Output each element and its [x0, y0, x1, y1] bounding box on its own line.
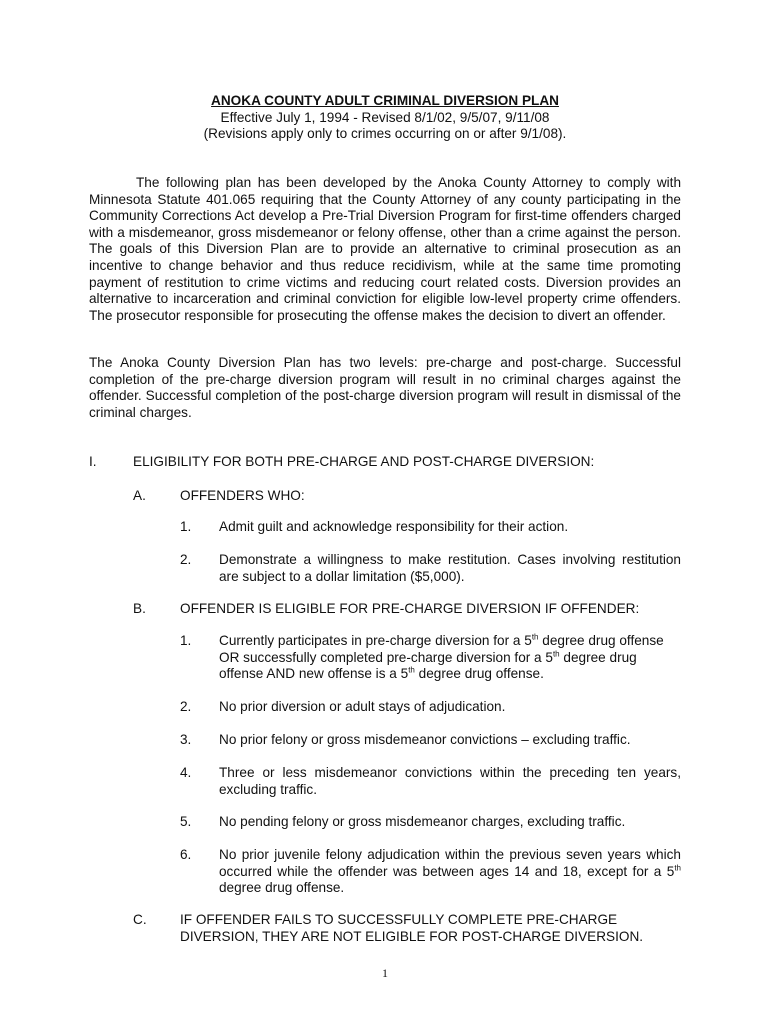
- revisions-note: (Revisions apply only to crimes occurring on or after 9/1/08).: [203, 126, 567, 141]
- list-item-text: Admit guilt and acknowledge responsibility for their action.: [219, 519, 569, 534]
- list-item-number: 2.: [180, 552, 192, 567]
- subsection-b-letter: B.: [133, 601, 146, 616]
- subsection-c-letter: C.: [133, 912, 147, 927]
- list-item-number: 4.: [180, 765, 192, 780]
- effective-dates: Effective July 1, 1994 - Revised 8/1/02, 9/5/07, 9/11/08: [220, 109, 550, 125]
- section-number: I.: [89, 454, 97, 469]
- subsection-b-heading: OFFENDER IS ELIGIBLE FOR PRE-CHARGE DIVERSION IF OFFENDER:: [180, 601, 640, 616]
- document-header: [0, 93, 770, 143]
- page-number: 1: [382, 966, 388, 980]
- list-item-text: No prior diversion or adult stays of adjudication.: [219, 699, 506, 714]
- list-item-text: No pending felony or gross misdemeanor charges, excluding traffic.: [219, 814, 626, 829]
- list-item-number: 1.: [180, 633, 192, 648]
- levels-paragraph: The Anoka County Diversion Plan has two levels: pre-charge and post-charge. Successful completion of the pre-charge diversion program will result in no criminal charges against the offender. Successful completion of the post-charge diversion program will result in dismissal of the criminal charges.: [89, 355, 681, 420]
- list-item-text: Three or less misdemeanor convictions within the preceding ten years, excluding traffic.: [219, 765, 681, 797]
- section-heading: ELIGIBILITY FOR BOTH PRE-CHARGE AND POST-CHARGE DIVERSION:: [133, 454, 595, 469]
- list-item-number: 2.: [180, 699, 192, 714]
- subsection-c-text: IF OFFENDER FAILS TO SUCCESSFULLY COMPLETE PRE-CHARGE DIVERSION, THEY ARE NOT ELIGIBLE FOR POST-CHARGE DIVERSION.: [180, 912, 644, 944]
- list-item-number: 5.: [180, 814, 192, 829]
- list-item-text: No prior felony or gross misdemeanor convictions – excluding traffic.: [219, 732, 631, 747]
- subsection-a-heading: OFFENDERS WHO:: [180, 488, 305, 503]
- intro-paragraph: The following plan has been developed by the Anoka County Attorney to comply with Minnesota Statute 401.065 requiring that the County Attorney of any county participating in the Community Corrections Act develop a Pre-Trial Diversion Program for first-time offenders charged with a misdemeanor, gross misdemeanor or felony offense, other than a crime against the person. The goals of this Diversion Plan are to provide an alternative to criminal prosecution as an incentive to change behavior and thus reduce recidivism, while at the same time promoting payment of restitution to crime victims and reducing court related costs. Diversion provides an alternative to incarceration and criminal conviction for eligible low-level property crime offenders. The prosecutor responsible for prosecuting the offense makes the decision to divert an offender.: [89, 175, 681, 323]
- list-item-number: 6.: [180, 847, 192, 862]
- subsection-a-letter: A.: [133, 488, 146, 503]
- list-item-number: 3.: [180, 732, 192, 747]
- list-item-text: Demonstrate a willingness to make restitution. Cases involving restitution are subject to a dollar limitation ($5,000).: [219, 552, 681, 584]
- list-item-text: No prior juvenile felony adjudication within the previous seven years which occurred while the offender was between ages 14 and 18, except for a 5th degree drug offense.: [219, 847, 681, 896]
- list-item-number: 1.: [180, 519, 192, 534]
- list-item-text: Currently participates in pre-charge diversion for a 5th degree drug offense OR successfully completed pre-charge diversion for a 5th degree drug offense AND new offense is a 5th degree drug offense.: [219, 632, 664, 682]
- document-title: ANOKA COUNTY ADULT CRIMINAL DIVERSION PLAN: [211, 93, 559, 108]
